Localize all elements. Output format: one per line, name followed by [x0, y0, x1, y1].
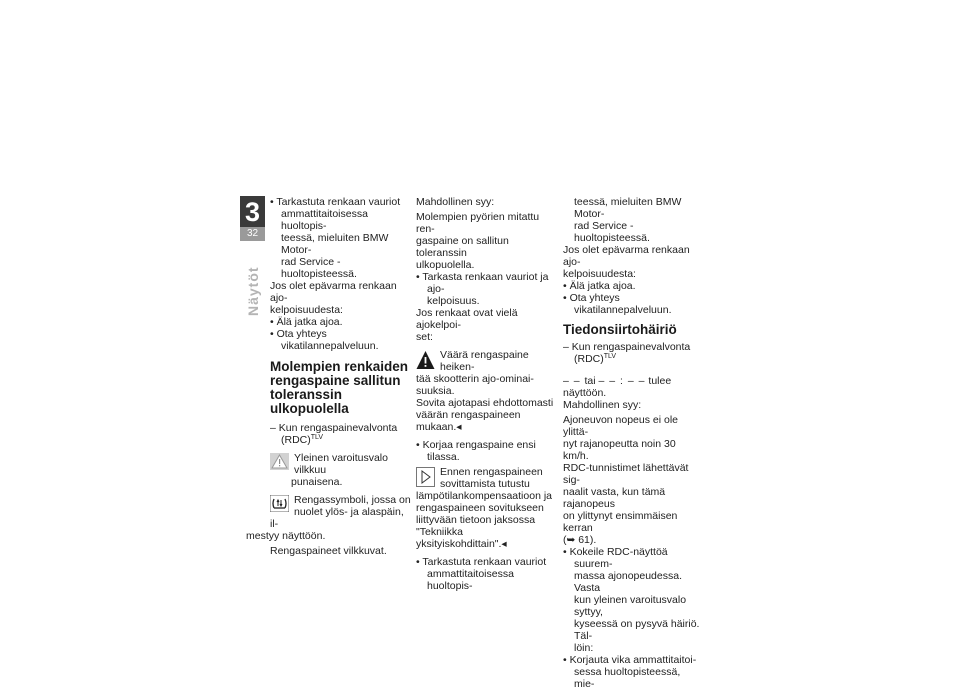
bullet-continuation: teessä, mieluiten BMW Motor- rad Service -huoltopisteessä. [574, 196, 682, 244]
warning-triangle-icon [416, 350, 435, 370]
page-number: 32 [240, 227, 265, 241]
section-heading-data-transfer-fault: Tiedonsiirtohäiriö [563, 322, 677, 337]
paragraph-if-roadworthy: Jos renkaat ovat vielä ajokelpoi- set: [416, 307, 518, 343]
bullet-repair-fault: • Korjauta vika ammattitaitoi- sessa huoltopisteessä, mie- [563, 654, 697, 690]
warning-block: Väärä rengaspaine heiken- tää skootterin ajo-ominai- suuksia. Sovita ajotapasi ehdottomasti väärän rengaspaineen mukaan.◂ [416, 349, 554, 433]
general-warning-block: Yleinen varoitusvalo vilkkuu punaisena. [270, 452, 413, 488]
display-code-line: – – tai – – : – – tulee näyttöön. [563, 375, 672, 399]
bullet-try-higher-speed: • Kokeile RDC-näyttöä suurem- massa ajonopeudessa. Vasta kun yleinen varoitusvalo syttyy, kyseessä on pysyvä häiriö. Täl- löin: [563, 546, 700, 654]
bullet-inspect-tyres-2: • Tarkastuta renkaan vauriot ammattitaitoisessa huoltopis- [416, 556, 547, 592]
paragraph-measured-pressure: Molempien pyörien mitattu ren- gaspaine on sallitun toleranssin ulkopuolella. [416, 211, 540, 271]
bullet-inspect-tyres: • Tarkastuta renkaan vauriot ammattitaitoisessa huoltopis- teessä, mieluiten BMW Motor- rad Service -huoltopisteessä. [270, 196, 401, 280]
condition-rdc-2: – Kun rengaspainevalvonta (RDC)$^{TLV}$ [563, 341, 691, 365]
bullet-do-not-continue: • Älä jatka ajoa. [270, 316, 343, 328]
tyre-pressure-icon [270, 495, 289, 512]
paragraph-speed-threshold: Ajoneuvon nopeus ei ole ylittä- nyt rajanopeutta noin 30 km/h. RDC-tunnistimet lähettävät sig- naalit vasta, kun tämä rajanopeus on ylittynyt ensimmäisen kerran (➥ 61). [563, 414, 689, 546]
possible-cause-label: Mahdollinen syy: [416, 196, 495, 208]
note-triangle-icon [416, 467, 435, 487]
column-3 [563, 196, 703, 690]
bullet-contact-service-2: • Ota yhteys vikatilannepalveluun. [563, 292, 672, 316]
paragraph-if-unsure: Jos olet epävarma renkaan ajo- kelpoisuudesta: [270, 280, 397, 316]
section-heading-pressure-out-of-tolerance: Molempien renkaiden rengaspaine sallitun toleranssin ulkopuolella [270, 359, 409, 416]
note-block: Ennen rengaspaineen sovittamista tutustu lämpötilankompensaatioon ja rengaspaineen sovitukseen liittyvään tietoon jaksossa "Tekniikka yksityiskohdittain".◂ [416, 466, 553, 550]
possible-cause-label-2: Mahdollinen syy: [563, 399, 642, 411]
tyre-symbol-block: Rengassymboli, jossa on nuolet ylös- ja alaspäin, il- mestyy näyttöön. [246, 494, 411, 542]
bullet-correct-pressure: • Korjaa rengaspaine ensi tilassa. [416, 439, 536, 463]
bullet-check-damage: • Tarkasta renkaan vauriot ja ajo- kelpoisuus. [416, 271, 549, 307]
column-2 [416, 196, 554, 592]
paragraph-if-unsure-2: Jos olet epävarma renkaan ajo- kelpoisuudesta: [563, 244, 690, 280]
chapter-tab [240, 196, 265, 241]
chapter-number: 3 [244, 197, 261, 227]
condition-rdc: – Kun rengaspainevalvonta (RDC)$^{TLV}$ [270, 422, 398, 446]
paragraph-pressures-flash: Rengaspaineet vilkkuvat. [270, 545, 387, 557]
display-code-b: – – : – – [598, 375, 646, 387]
display-code-a: – – [563, 375, 585, 387]
chapter-label: Näytöt [245, 266, 261, 316]
bullet-contact-service: • Ota yhteys vikatilannepalveluun. [270, 328, 379, 352]
general-warning-light-icon [270, 453, 289, 470]
bullet-do-not-continue-2: • Älä jatka ajoa. [563, 280, 636, 292]
